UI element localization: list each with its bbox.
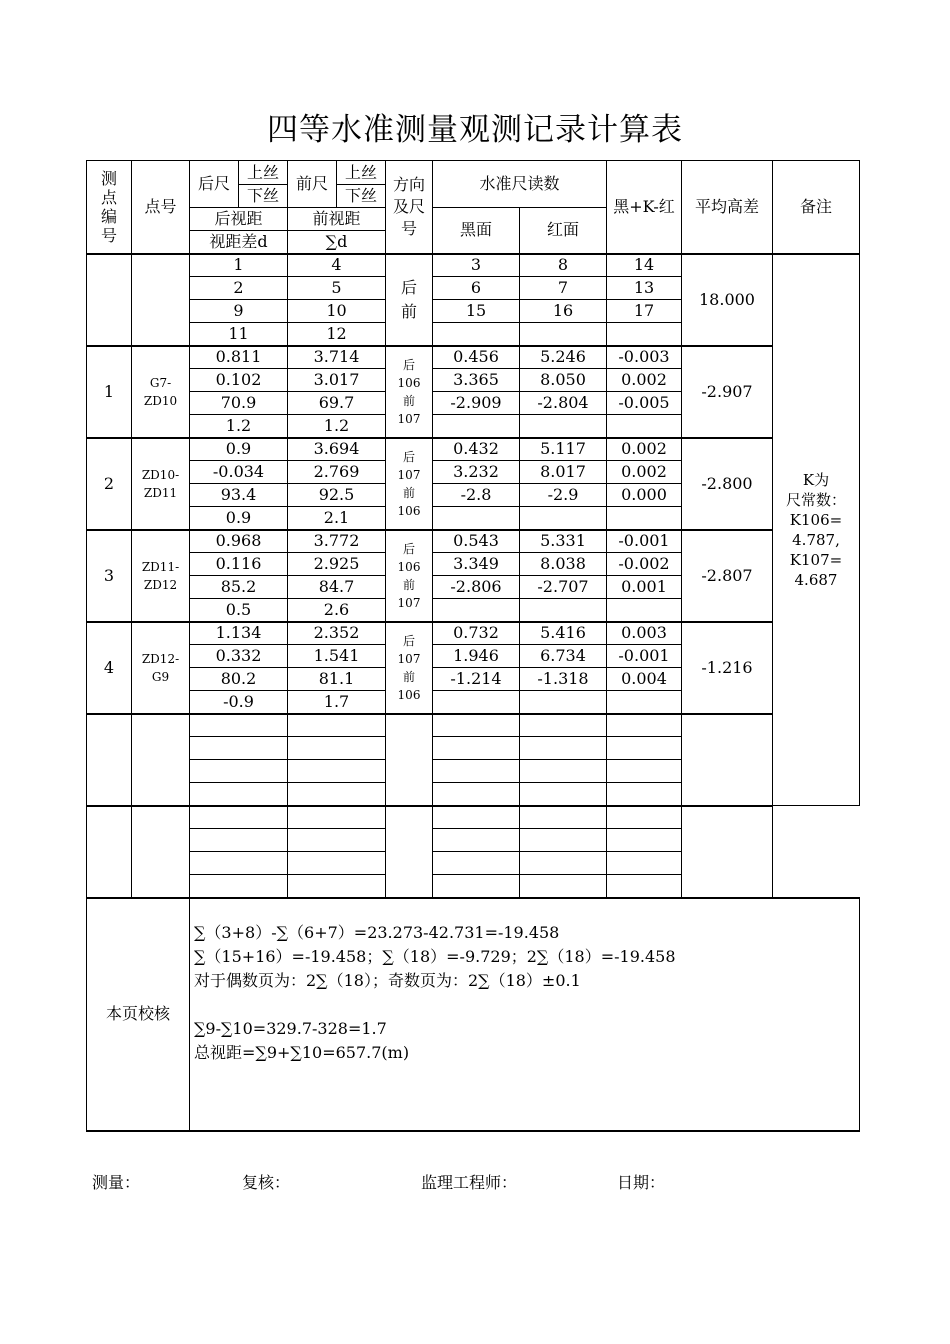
header-distance-diff: 视距差d xyxy=(190,231,288,254)
front-staff-cell: 3.694 xyxy=(288,438,386,461)
empty-red-cell xyxy=(520,875,607,898)
empty-black-cell xyxy=(433,714,520,737)
avg-height-diff-cell: -2.807 xyxy=(682,530,773,622)
empty-back-cell xyxy=(190,806,288,829)
black-face-cell: 0.732 xyxy=(433,622,520,645)
station-no: 2 xyxy=(87,438,132,530)
bkr-cell: 0.000 xyxy=(607,484,682,507)
bkr-cell: 0.002 xyxy=(607,461,682,484)
red-face-cell: 8.038 xyxy=(520,553,607,576)
empty-bkr-cell xyxy=(607,806,682,829)
empty-bkr-cell xyxy=(607,737,682,760)
direction-cell: 后 107 前 106 xyxy=(386,438,433,530)
empty-front-cell xyxy=(288,852,386,875)
bkr-cell: -0.003 xyxy=(607,346,682,369)
header-back-lower-wire: 下丝 xyxy=(239,185,288,208)
front-staff-cell: 69.7 xyxy=(288,392,386,415)
front-staff-cell: 81.1 xyxy=(288,668,386,691)
red-face-cell: -1.318 xyxy=(520,668,607,691)
page-check-line: ∑（15+16）=-19.458；∑（18）=-9.729；2∑（18）=-19.458 xyxy=(194,946,676,966)
empty-black-cell xyxy=(433,875,520,898)
legend-red-cell xyxy=(520,323,607,346)
bkr-cell: -0.005 xyxy=(607,392,682,415)
back-staff-cell: -0.034 xyxy=(190,461,288,484)
station-point: ZD11-ZD12 xyxy=(132,530,190,622)
empty-back-cell xyxy=(190,760,288,783)
page-check-line: ∑（3+8）-∑（6+7）=23.273-42.731=-19.458 xyxy=(194,922,560,942)
front-staff-cell: 2.352 xyxy=(288,622,386,645)
remarks-cell: K为 尺常数： K106= 4.787, K107= 4.687 xyxy=(773,254,860,806)
empty-station-no xyxy=(87,714,132,806)
black-face-cell: 3.349 xyxy=(433,553,520,576)
page-check-line: 对于偶数页为：2∑（18）；奇数页为：2∑（18）±0.1 xyxy=(194,970,581,990)
bkr-cell: -0.001 xyxy=(607,645,682,668)
direction-cell: 后 106 前 107 xyxy=(386,346,433,438)
station-no: 1 xyxy=(87,346,132,438)
back-staff-cell: 0.811 xyxy=(190,346,288,369)
red-face-cell: 5.331 xyxy=(520,530,607,553)
black-face-cell: 3.365 xyxy=(433,369,520,392)
red-face-cell: 5.117 xyxy=(520,438,607,461)
station-point: ZD12-G9 xyxy=(132,622,190,714)
footer-review: 复核： xyxy=(242,1173,291,1192)
red-face-cell xyxy=(520,415,607,438)
empty-front-cell xyxy=(288,806,386,829)
station-point: G7-ZD10 xyxy=(132,346,190,438)
leveling-record-table xyxy=(86,160,860,1132)
red-face-cell xyxy=(520,691,607,714)
header-remarks: 备注 xyxy=(773,161,860,254)
signature-footer xyxy=(92,1170,892,1190)
header-black-k-red: 黑+K-红 xyxy=(607,161,682,254)
legend-front-cell: 12 xyxy=(288,323,386,346)
station-no: 4 xyxy=(87,622,132,714)
empty-bkr-cell xyxy=(607,714,682,737)
red-face-cell: 8.017 xyxy=(520,461,607,484)
front-staff-cell: 1.7 xyxy=(288,691,386,714)
front-staff-cell: 2.1 xyxy=(288,507,386,530)
legend-back-cell: 11 xyxy=(190,323,288,346)
empty-avg-cell xyxy=(682,806,773,898)
red-face-cell: 6.734 xyxy=(520,645,607,668)
bkr-cell: -0.002 xyxy=(607,553,682,576)
avg-height-diff-cell: -2.907 xyxy=(682,346,773,438)
back-staff-cell: 0.332 xyxy=(190,645,288,668)
legend-direction: 后 前 xyxy=(386,254,433,346)
station-point: ZD10-ZD11 xyxy=(132,438,190,530)
back-staff-cell: 0.5 xyxy=(190,599,288,622)
empty-red-cell xyxy=(520,783,607,806)
legend-point-no xyxy=(132,254,190,346)
header-front-distance: 前视距 xyxy=(288,208,386,231)
back-staff-cell: 70.9 xyxy=(190,392,288,415)
black-face-cell xyxy=(433,507,520,530)
empty-station-no xyxy=(87,806,132,898)
empty-red-cell xyxy=(520,760,607,783)
station-no: 3 xyxy=(87,530,132,622)
avg-height-diff-cell: -2.800 xyxy=(682,438,773,530)
empty-black-cell xyxy=(433,760,520,783)
bkr-cell: 0.003 xyxy=(607,622,682,645)
red-face-cell: -2.9 xyxy=(520,484,607,507)
empty-black-cell xyxy=(433,829,520,852)
header-black-face: 黑面 xyxy=(433,208,520,254)
empty-black-cell xyxy=(433,737,520,760)
red-face-cell: -2.804 xyxy=(520,392,607,415)
legend-red-cell: 8 xyxy=(520,254,607,277)
empty-bkr-cell xyxy=(607,760,682,783)
empty-point xyxy=(132,714,190,806)
back-staff-cell: 93.4 xyxy=(190,484,288,507)
header-front-upper-wire: 上丝 xyxy=(337,161,386,185)
legend-front-cell: 10 xyxy=(288,300,386,323)
empty-front-cell xyxy=(288,760,386,783)
front-staff-cell: 84.7 xyxy=(288,576,386,599)
page-title: 四等水准测量观测记录计算表 xyxy=(267,112,683,148)
red-face-cell: 5.246 xyxy=(520,346,607,369)
empty-direction xyxy=(386,714,433,806)
direction-cell: 后 107 前 106 xyxy=(386,622,433,714)
black-face-cell xyxy=(433,691,520,714)
empty-black-cell xyxy=(433,806,520,829)
header-station-no: 测 点 编 号 xyxy=(87,161,132,254)
red-face-cell: -2.707 xyxy=(520,576,607,599)
legend-red-cell: 16 xyxy=(520,300,607,323)
empty-front-cell xyxy=(288,783,386,806)
bkr-cell xyxy=(607,507,682,530)
header-sum-d: ∑d xyxy=(288,231,386,254)
header-point-no: 点号 xyxy=(132,161,190,254)
legend-front-cell: 4 xyxy=(288,254,386,277)
empty-red-cell xyxy=(520,737,607,760)
empty-back-cell xyxy=(190,875,288,898)
empty-back-cell xyxy=(190,783,288,806)
empty-back-cell xyxy=(190,714,288,737)
empty-direction xyxy=(386,806,433,898)
back-staff-cell: 1.134 xyxy=(190,622,288,645)
legend-black-cell: 6 xyxy=(433,277,520,300)
empty-black-cell xyxy=(433,852,520,875)
empty-red-cell xyxy=(520,806,607,829)
empty-front-cell xyxy=(288,829,386,852)
bkr-cell: 0.004 xyxy=(607,668,682,691)
header-avg-height-diff: 平均高差 xyxy=(682,161,773,254)
empty-red-cell xyxy=(520,714,607,737)
front-staff-cell: 2.6 xyxy=(288,599,386,622)
red-face-cell: 5.416 xyxy=(520,622,607,645)
legend-black-cell xyxy=(433,323,520,346)
back-staff-cell: 0.9 xyxy=(190,507,288,530)
empty-bkr-cell xyxy=(607,875,682,898)
front-staff-cell: 92.5 xyxy=(288,484,386,507)
header-front-staff: 前尺 xyxy=(288,161,337,208)
bkr-cell: 0.002 xyxy=(607,369,682,392)
footer-supervisor: 监理工程师： xyxy=(421,1173,518,1192)
black-face-cell: 0.456 xyxy=(433,346,520,369)
black-face-cell: 1.946 xyxy=(433,645,520,668)
header-direction: 方向 及尺 号 xyxy=(386,161,433,254)
bkr-cell xyxy=(607,599,682,622)
front-staff-cell: 3.714 xyxy=(288,346,386,369)
page-check-line: ∑9-∑10=329.7-328=1.7 xyxy=(194,1018,387,1038)
legend-station-no xyxy=(87,254,132,346)
black-face-cell: -2.8 xyxy=(433,484,520,507)
empty-black-cell xyxy=(433,783,520,806)
black-face-cell xyxy=(433,415,520,438)
red-face-cell xyxy=(520,599,607,622)
bkr-cell: 0.002 xyxy=(607,438,682,461)
page-check-label: 本页校核 xyxy=(87,898,190,1131)
black-face-cell: 3.232 xyxy=(433,461,520,484)
legend-bkr-cell: 14 xyxy=(607,254,682,277)
empty-bkr-cell xyxy=(607,852,682,875)
front-staff-cell: 2.769 xyxy=(288,461,386,484)
bkr-cell: -0.001 xyxy=(607,530,682,553)
empty-bkr-cell xyxy=(607,829,682,852)
front-staff-cell: 3.772 xyxy=(288,530,386,553)
back-staff-cell: 80.2 xyxy=(190,668,288,691)
black-face-cell: 0.543 xyxy=(433,530,520,553)
legend-black-cell: 15 xyxy=(433,300,520,323)
header-staff-reading: 水准尺读数 xyxy=(433,161,607,208)
front-staff-cell: 1.2 xyxy=(288,415,386,438)
legend-bkr-cell: 13 xyxy=(607,277,682,300)
red-face-cell xyxy=(520,507,607,530)
back-staff-cell: 0.102 xyxy=(190,369,288,392)
legend-back-cell: 2 xyxy=(190,277,288,300)
avg-height-diff-cell: -1.216 xyxy=(682,622,773,714)
back-staff-cell: 0.9 xyxy=(190,438,288,461)
empty-back-cell xyxy=(190,737,288,760)
empty-front-cell xyxy=(288,737,386,760)
direction-cell: 后 106 前 107 xyxy=(386,530,433,622)
front-staff-cell: 1.541 xyxy=(288,645,386,668)
legend-black-cell: 3 xyxy=(433,254,520,277)
page-check-line xyxy=(194,993,859,1017)
bkr-cell xyxy=(607,691,682,714)
header-back-upper-wire: 上丝 xyxy=(239,161,288,185)
back-staff-cell: 0.116 xyxy=(190,553,288,576)
legend-bkr-cell: 17 xyxy=(607,300,682,323)
black-face-cell: -2.806 xyxy=(433,576,520,599)
empty-front-cell xyxy=(288,875,386,898)
legend-back-cell: 1 xyxy=(190,254,288,277)
empty-back-cell xyxy=(190,829,288,852)
header-red-face: 红面 xyxy=(520,208,607,254)
black-face-cell: 0.432 xyxy=(433,438,520,461)
page-check-line: 总视距=∑9+∑10=657.7(m) xyxy=(194,1042,410,1062)
front-staff-cell: 3.017 xyxy=(288,369,386,392)
empty-bkr-cell xyxy=(607,783,682,806)
front-staff-cell: 2.925 xyxy=(288,553,386,576)
back-staff-cell: 0.968 xyxy=(190,530,288,553)
back-staff-cell: 1.2 xyxy=(190,415,288,438)
header-back-staff: 后尺 xyxy=(190,161,239,208)
empty-back-cell xyxy=(190,852,288,875)
empty-point xyxy=(132,806,190,898)
black-face-cell: -1.214 xyxy=(433,668,520,691)
empty-front-cell xyxy=(288,714,386,737)
legend-red-cell: 7 xyxy=(520,277,607,300)
black-face-cell: -2.909 xyxy=(433,392,520,415)
black-face-cell xyxy=(433,599,520,622)
bkr-cell xyxy=(607,415,682,438)
back-staff-cell: -0.9 xyxy=(190,691,288,714)
legend-front-cell: 5 xyxy=(288,277,386,300)
page-check-body xyxy=(190,898,860,1131)
legend-avg-cell: 18.000 xyxy=(682,254,773,346)
footer-measure: 测量： xyxy=(92,1173,141,1192)
empty-red-cell xyxy=(520,852,607,875)
legend-back-cell: 9 xyxy=(190,300,288,323)
empty-avg-cell xyxy=(682,714,773,806)
empty-red-cell xyxy=(520,829,607,852)
bkr-cell: 0.001 xyxy=(607,576,682,599)
header-front-lower-wire: 下丝 xyxy=(337,185,386,208)
back-staff-cell: 85.2 xyxy=(190,576,288,599)
red-face-cell: 8.050 xyxy=(520,369,607,392)
header-back-distance: 后视距 xyxy=(190,208,288,231)
footer-date: 日期： xyxy=(617,1173,666,1192)
legend-bkr-cell xyxy=(607,323,682,346)
